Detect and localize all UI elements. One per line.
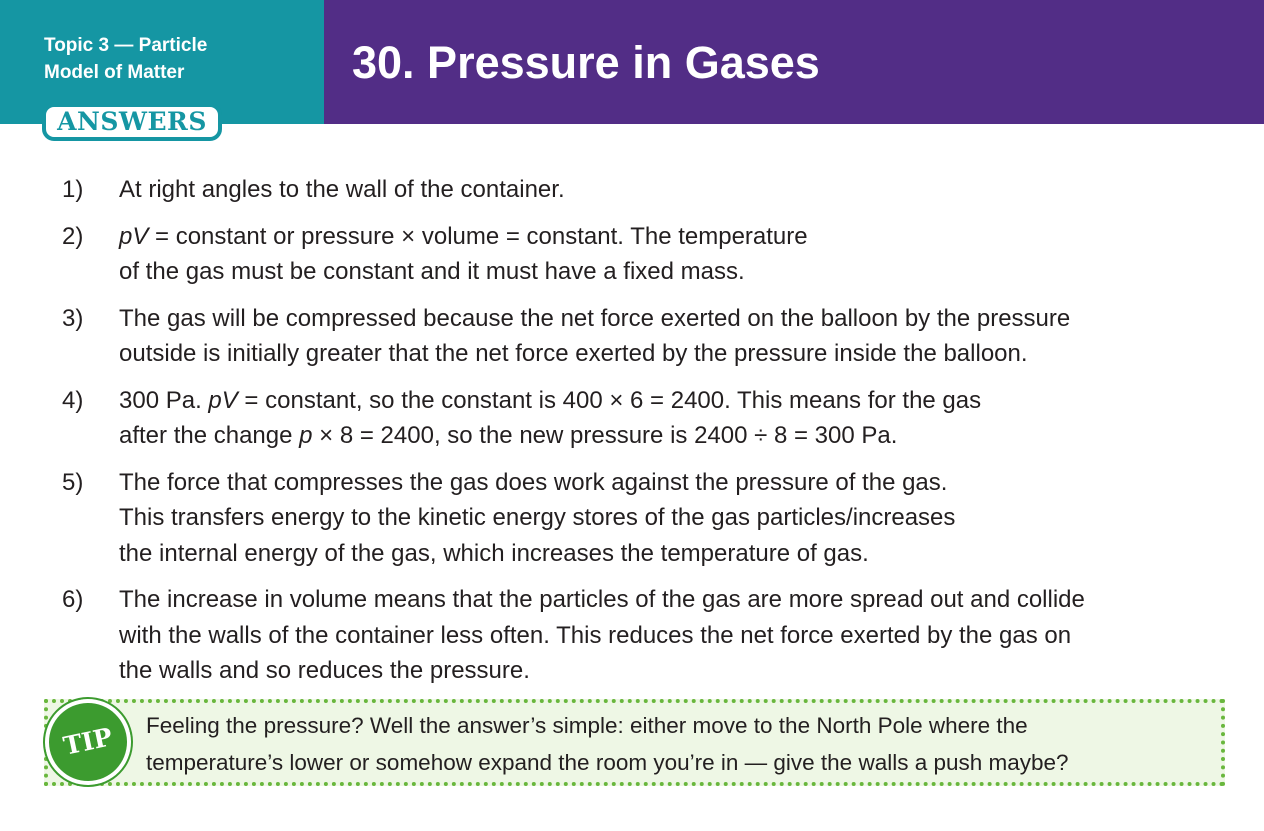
answer-line: after the change p × 8 = 2400, so the new pressure is 2400 ÷ 8 = 300 Pa. bbox=[119, 422, 898, 449]
answers-badge: ANSWERS bbox=[42, 103, 222, 141]
answer-line: the walls and so reduces the pressure. bbox=[119, 657, 530, 684]
tip-text bbox=[146, 707, 1221, 781]
answer-number: 4) bbox=[62, 386, 84, 414]
answer-number: 1) bbox=[62, 176, 84, 203]
answer-item-2 bbox=[62, 219, 1252, 290]
topic-line-2: Model of Matter bbox=[44, 62, 185, 83]
tip-line: Feeling the pressure? Well the answer’s simple: either move to the North Pole where the bbox=[146, 713, 1028, 738]
answer-item-6 bbox=[62, 582, 1252, 689]
answer-line: of the gas must be constant and it must have a fixed mass. bbox=[119, 258, 745, 285]
answer-line: with the walls of the container less often. This reduces the net force exerted by the gas on bbox=[119, 621, 1072, 649]
answer-number: 5) bbox=[62, 468, 84, 496]
answer-line: At right angles to the wall of the container. bbox=[119, 176, 565, 203]
answer-item-3 bbox=[62, 301, 1252, 372]
topic-line-1: Topic 3 — Particle bbox=[44, 35, 208, 56]
answer-line: The increase in volume means that the particles of the gas are more spread out and collide bbox=[119, 586, 1085, 613]
answer-line: This transfers energy to the kinetic energy stores of the gas particles/increases bbox=[119, 504, 956, 531]
answer-number: 6) bbox=[62, 586, 84, 613]
answer-item-1 bbox=[62, 172, 1252, 208]
page-title: 30. Pressure in Gases bbox=[352, 37, 820, 88]
answer-line: The gas will be compressed because the net force exerted on the balloon by the pressure bbox=[119, 304, 1071, 332]
topic-label bbox=[44, 32, 304, 86]
answer-line: 300 Pa. pV = constant, so the constant is 400 × 6 = 2400. This means for the gas bbox=[119, 386, 982, 414]
title-banner bbox=[324, 0, 1264, 124]
answer-line: the internal energy of the gas, which increases the temperature of gas. bbox=[119, 539, 869, 567]
tip-badge: TIP bbox=[37, 691, 139, 793]
answer-item-4 bbox=[62, 383, 1252, 454]
answer-line: outside is initially greater that the net force exerted by the pressure inside the balloon. bbox=[119, 340, 1028, 367]
tip-line: temperature’s lower or somehow expand the room you’re in — give the walls a push maybe? bbox=[146, 750, 1069, 775]
answer-number: 2) bbox=[62, 222, 84, 250]
answer-line: pV = constant or pressure × volume = constant. The temperature bbox=[119, 222, 808, 250]
answer-item-5 bbox=[62, 465, 1252, 572]
answer-number: 3) bbox=[62, 304, 84, 332]
answer-line: The force that compresses the gas does work against the pressure of the gas. bbox=[119, 468, 948, 496]
answers-list bbox=[62, 172, 1252, 700]
